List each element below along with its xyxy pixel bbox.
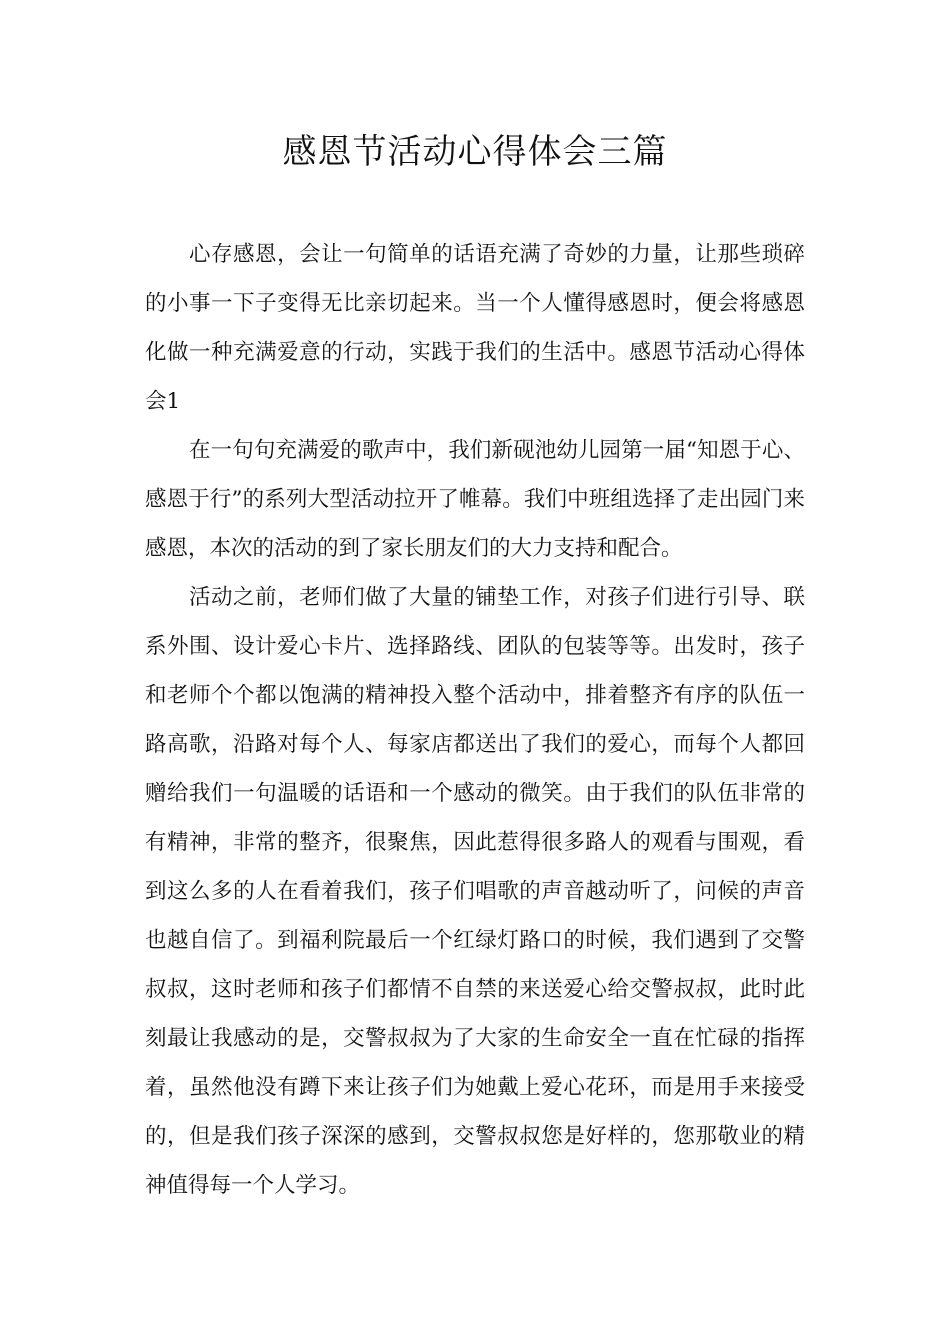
page-title: 感恩节活动心得体会三篇 — [282, 132, 668, 172]
paragraph-1: 心存感恩，会让一句简单的话语充满了奇妙的力量，让那些琐碎的小事一下子变得无比亲切起来。当一个人懂得感恩时，便会将感恩化做一种充满爱意的行动，实践于我们的生活中。感恩节活动心得体会1 — [145, 242, 805, 414]
paragraph-3: 活动之前，老师们做了大量的铺垫工作，对孩子们进行引导、联系外围、设计爱心卡片、选择路线、团队的包装等等。出发时，孩子和老师个个都以饱满的精神投入整个活动中，排着整齐有序的队伍一路高歌，沿路对每个人、每家店都送出了我们的爱心，而每个人都回赠给我们一句温暖的话语和一个感动的微笑。由于我们的队伍非常的有精神，非常的整齐，很聚焦，因此惹得很多路人的观看与围观，看到这么多的人在看着我们，孩子们唱歌的声音越动听了，问候的声音也越自信了。到福利院最后一个红绿灯路口的时候，我们遇到了交警叔叔，这时老师和孩子们都情不自禁的来送爱心给交警叔叔，此时此刻最让我感动的是，交警叔叔为了大家的生命安全一直在忙碌的指挥着，虽然他没有蹲下来让孩子们为她戴上爱心花环，而是用手来接受的，但是我们孩子深深的感到，交警叔叔您是好样的，您那敬业的精神值得每一个人学习。 — [145, 585, 805, 1198]
document-body — [145, 230, 805, 1210]
paragraph-2: 在一句句充满爱的歌声中，我们新砚池幼儿园第一届“知恩于心、感恩于行”的系列大型活动拉开了帷幕。我们中班组选择了走出园门来感恩，本次的活动的到了家长朋友们的大力支持和配合。 — [145, 438, 805, 561]
